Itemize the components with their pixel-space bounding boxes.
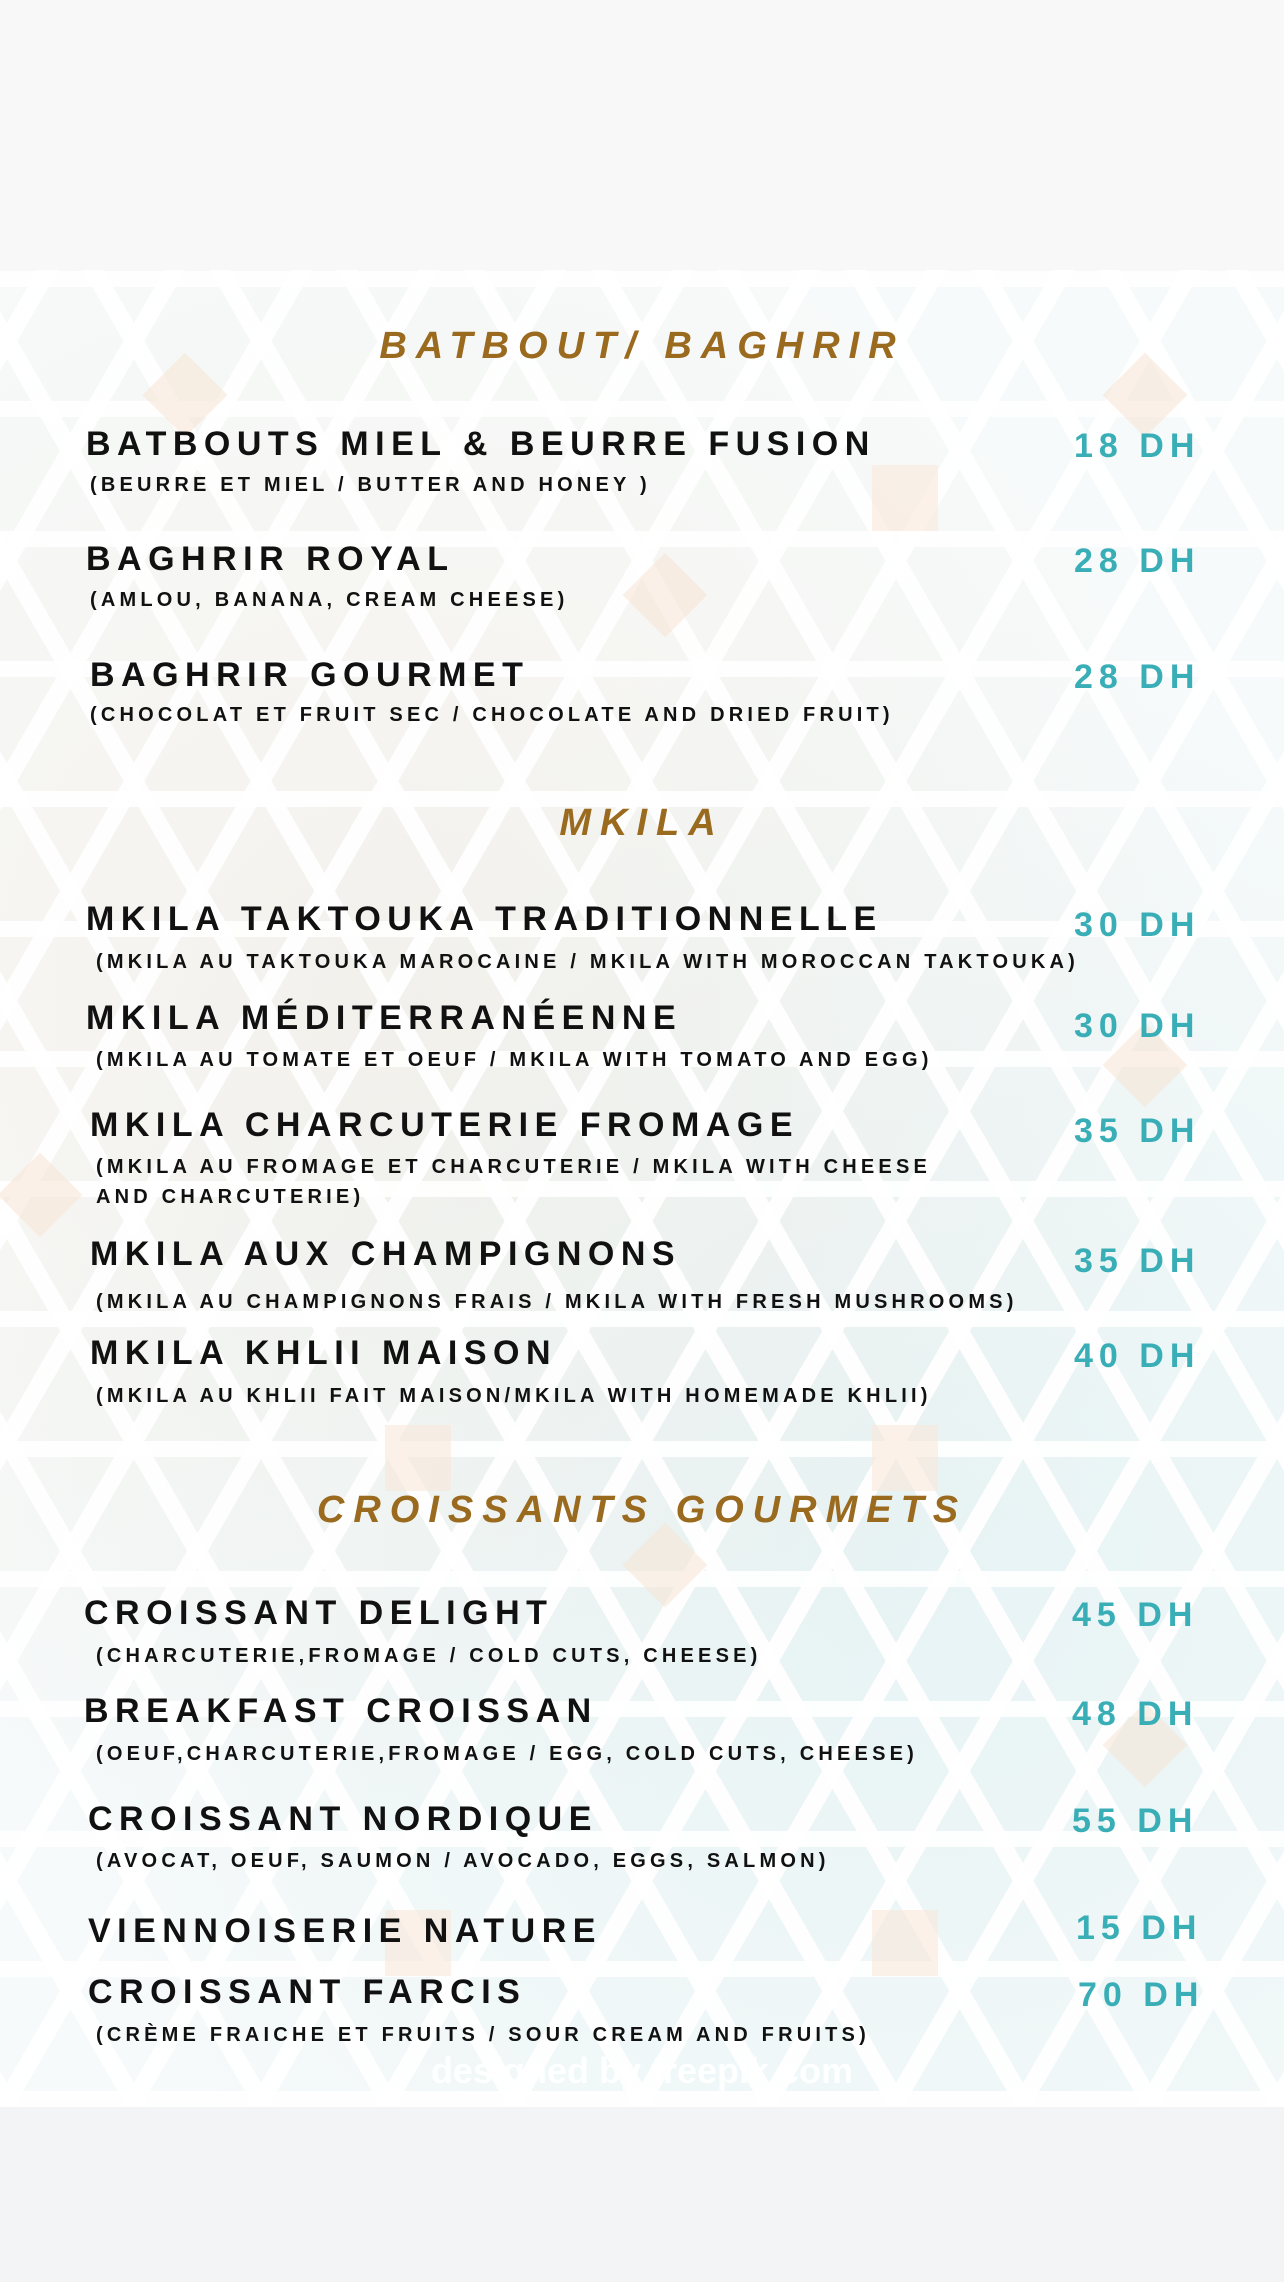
item-description: (MKILA AU KHLII FAIT MAISON/MKILA WITH HOMEMADE KHLII) <box>96 1385 932 1407</box>
item-price: 30 DH <box>1074 1007 1201 1045</box>
item-price: 28 DH <box>1074 542 1201 580</box>
item-name: CROISSANT DELIGHT <box>84 1594 554 1632</box>
page-bottom-band <box>0 2107 1284 2282</box>
item-price: 55 DH <box>1072 1802 1199 1840</box>
item-name: BATBOUTS MIEL & BEURRE FUSION <box>86 425 876 463</box>
pattern-diamond <box>623 553 708 638</box>
item-price: 28 DH <box>1074 658 1201 696</box>
item-name: CROISSANT NORDIQUE <box>88 1800 598 1838</box>
item-price: 48 DH <box>1072 1695 1199 1733</box>
item-description: (BEURRE ET MIEL / BUTTER AND HONEY ) <box>90 474 651 496</box>
item-name: MKILA KHLII MAISON <box>90 1334 558 1372</box>
item-description: (MKILA AU TAKTOUKA MAROCAINE / MKILA WITH MOROCCAN TAKTOUKA) <box>96 951 1080 973</box>
pattern-diamond <box>623 1523 708 1608</box>
pattern-square <box>872 1910 938 1976</box>
item-name: MKILA AUX CHAMPIGNONS <box>90 1235 682 1273</box>
item-description: (AMLOU, BANANA, CREAM CHEESE) <box>90 589 569 611</box>
item-name: CROISSANT FARCIS <box>88 1973 527 2011</box>
item-name: BAGHRIR ROYAL <box>86 540 455 578</box>
section-title-mkila: MKILA <box>559 802 725 844</box>
item-price: 40 DH <box>1074 1337 1201 1375</box>
item-name: VIENNOISERIE NATURE <box>88 1912 602 1950</box>
item-price: 45 DH <box>1072 1596 1199 1634</box>
item-description: (AVOCAT, OEUF, SAUMON / AVOCADO, EGGS, SALMON) <box>96 1850 830 1872</box>
item-price: 18 DH <box>1074 427 1201 465</box>
item-description: (CRÈME FRAICHE ET FRUITS / SOUR CREAM AND FRUITS) <box>96 2024 870 2046</box>
pattern-diamond <box>0 1153 82 1238</box>
item-description: (CHOCOLAT ET FRUIT SEC / CHOCOLATE AND DRIED FRUIT) <box>90 704 894 726</box>
item-price: 15 DH <box>1076 1909 1203 1947</box>
item-price: 70 DH <box>1078 1976 1205 2014</box>
pattern-square <box>385 1425 451 1491</box>
item-name: MKILA MÉDITERRANÉENNE <box>86 999 683 1037</box>
item-name: MKILA CHARCUTERIE FROMAGE <box>90 1106 799 1144</box>
item-description: (OEUF,CHARCUTERIE,FROMAGE / EGG, COLD CUTS, CHEESE) <box>96 1743 919 1765</box>
pattern-square <box>872 465 938 531</box>
item-description: (MKILA AU FROMAGE ET CHARCUTERIE / MKILA WITH CHEESE <box>96 1156 932 1178</box>
item-name: BAGHRIR GOURMET <box>90 656 530 694</box>
item-price: 35 DH <box>1074 1112 1201 1150</box>
item-description: (CHARCUTERIE,FROMAGE / COLD CUTS, CHEESE) <box>96 1645 762 1667</box>
item-description: (MKILA AU CHAMPIGNONS FRAIS / MKILA WITH FRESH MUSHROOMS) <box>96 1291 1018 1313</box>
section-title-batbout: BATBOUT/ BAGHRIR <box>379 325 905 367</box>
watermark: designed by freepik.com <box>430 2050 854 2091</box>
pattern-square <box>872 1425 938 1491</box>
section-title-croissants: CROISSANTS GOURMETS <box>316 1489 968 1531</box>
item-description-continued: AND CHARCUTERIE) <box>96 1186 365 1208</box>
item-price: 35 DH <box>1074 1242 1201 1280</box>
item-name: MKILA TAKTOUKA TRADITIONNELLE <box>86 900 883 938</box>
item-description: (MKILA AU TOMATE ET OEUF / MKILA WITH TOMATO AND EGG) <box>96 1049 933 1071</box>
item-name: BREAKFAST CROISSAN <box>84 1692 598 1730</box>
item-price: 30 DH <box>1074 906 1201 944</box>
